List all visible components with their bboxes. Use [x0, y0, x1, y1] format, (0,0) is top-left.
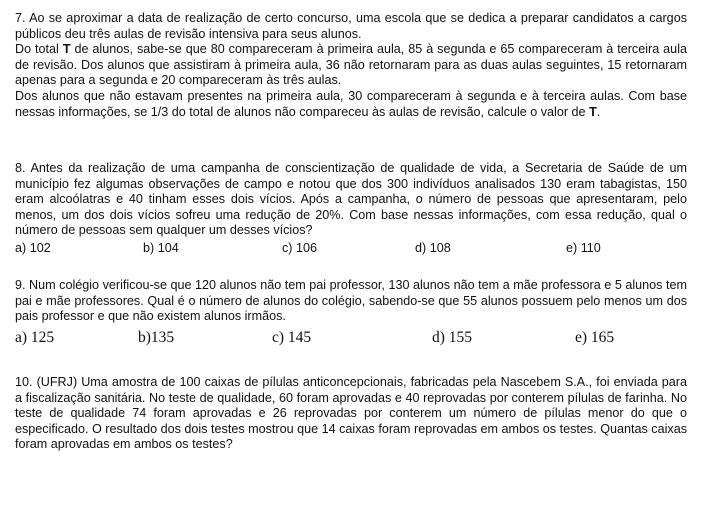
- option-e: e) 165: [575, 328, 615, 346]
- option-d: d) 108: [415, 240, 451, 255]
- question-7-intro: 7. Ao se aproximar a data de realização de certo concurso, uma escola que se dedica a preparar candidatos a cargos públicos deu três aulas de revisão intensiva para seus alunos.: [15, 11, 687, 41]
- question-7-data: [15, 42, 687, 89]
- option-a: a) 102: [15, 240, 51, 255]
- question-10-text: 10. (UFRJ) Uma amostra de 100 caixas de pílulas anticoncepcionais, fabricadas pela Nascebem S.A., foi enviada para a fiscalização sanitária. No teste de qualidade, 60 foram aprovadas e 40 reprovadas por conterem pílulas de farinha. No teste de qualidade 74 foram aprovadas e 26 reprovadas por conterem um número de pílulas menor do que o especificado. O resultado dos dois testes mostrou que 14 caixas foram reprovadas em ambos os testes. Quantas caixas foram aprovadas em ambos os testes?: [15, 375, 688, 452]
- question-7-ask-end: .: [596, 104, 601, 119]
- variable-t: T: [589, 104, 597, 119]
- option-e: e) 110: [566, 240, 601, 255]
- question-8-options: [15, 241, 687, 257]
- question-7: [15, 11, 687, 120]
- option-a: a) 125: [15, 328, 55, 346]
- option-b: b) 104: [143, 240, 179, 255]
- question-10: [15, 375, 687, 453]
- option-d: d) 155: [432, 328, 473, 346]
- question-7-ask-start: Dos alunos que não estavam presentes na primeira aula, 30 compareceram à segunda e à terceira aulas. Com base nessas informações, se 1/3 do total de alunos não compareceu às aulas de revisão, calcule o valor de: [15, 88, 687, 119]
- question-7-data-start: Do total: [15, 42, 63, 57]
- option-c: c) 106: [282, 240, 318, 255]
- question-7-data-rest: de alunos, sabe-se que 80 compareceram à primeira aula, 85 à segunda e 65 compareceram à terceira aula de revisão. Dos alunos que assistiram à primeira aula, 36 não retornaram para as duas aulas seguintes, 15 retornaram apenas para a segunda e 20 compareceram às três aulas.: [15, 42, 687, 88]
- question-9-text: 9. Num colégio verificou-se que 120 alunos não tem pai professor, 130 alunos não tem a mãe professora e 5 alunos tem pai e mãe professores. Qual é o número de alunos do colégio, sabendo-se que 55 alunos possuem pelo menos um dos pais professor e que não existem alunos irmãos.: [15, 278, 687, 324]
- question-7-ask: [15, 89, 687, 120]
- option-c: c) 145: [272, 328, 312, 346]
- question-9: [15, 278, 687, 349]
- variable-t: T: [62, 42, 71, 57]
- question-8: [15, 161, 687, 257]
- question-9-options: [15, 330, 687, 349]
- question-8-text: 8. Antes da realização de uma campanha de conscientização de qualidade de vida, a Secretaria de Saúde de um município fez algumas observações de campo e notou que dos 300 indivíduos analisados 130 eram tabagistas, 150 eram alcoólatras e 40 tinham esses dois vícios. Após a campanha, o número de pessoas que apresentaram, pelo menos, um dos dois vícios sofreu uma redução de 20%. Com base nessas informações, com essa redução, qual o número de pessoas sem qualquer um desses vícios?: [15, 161, 687, 238]
- option-b: b)135: [138, 328, 175, 346]
